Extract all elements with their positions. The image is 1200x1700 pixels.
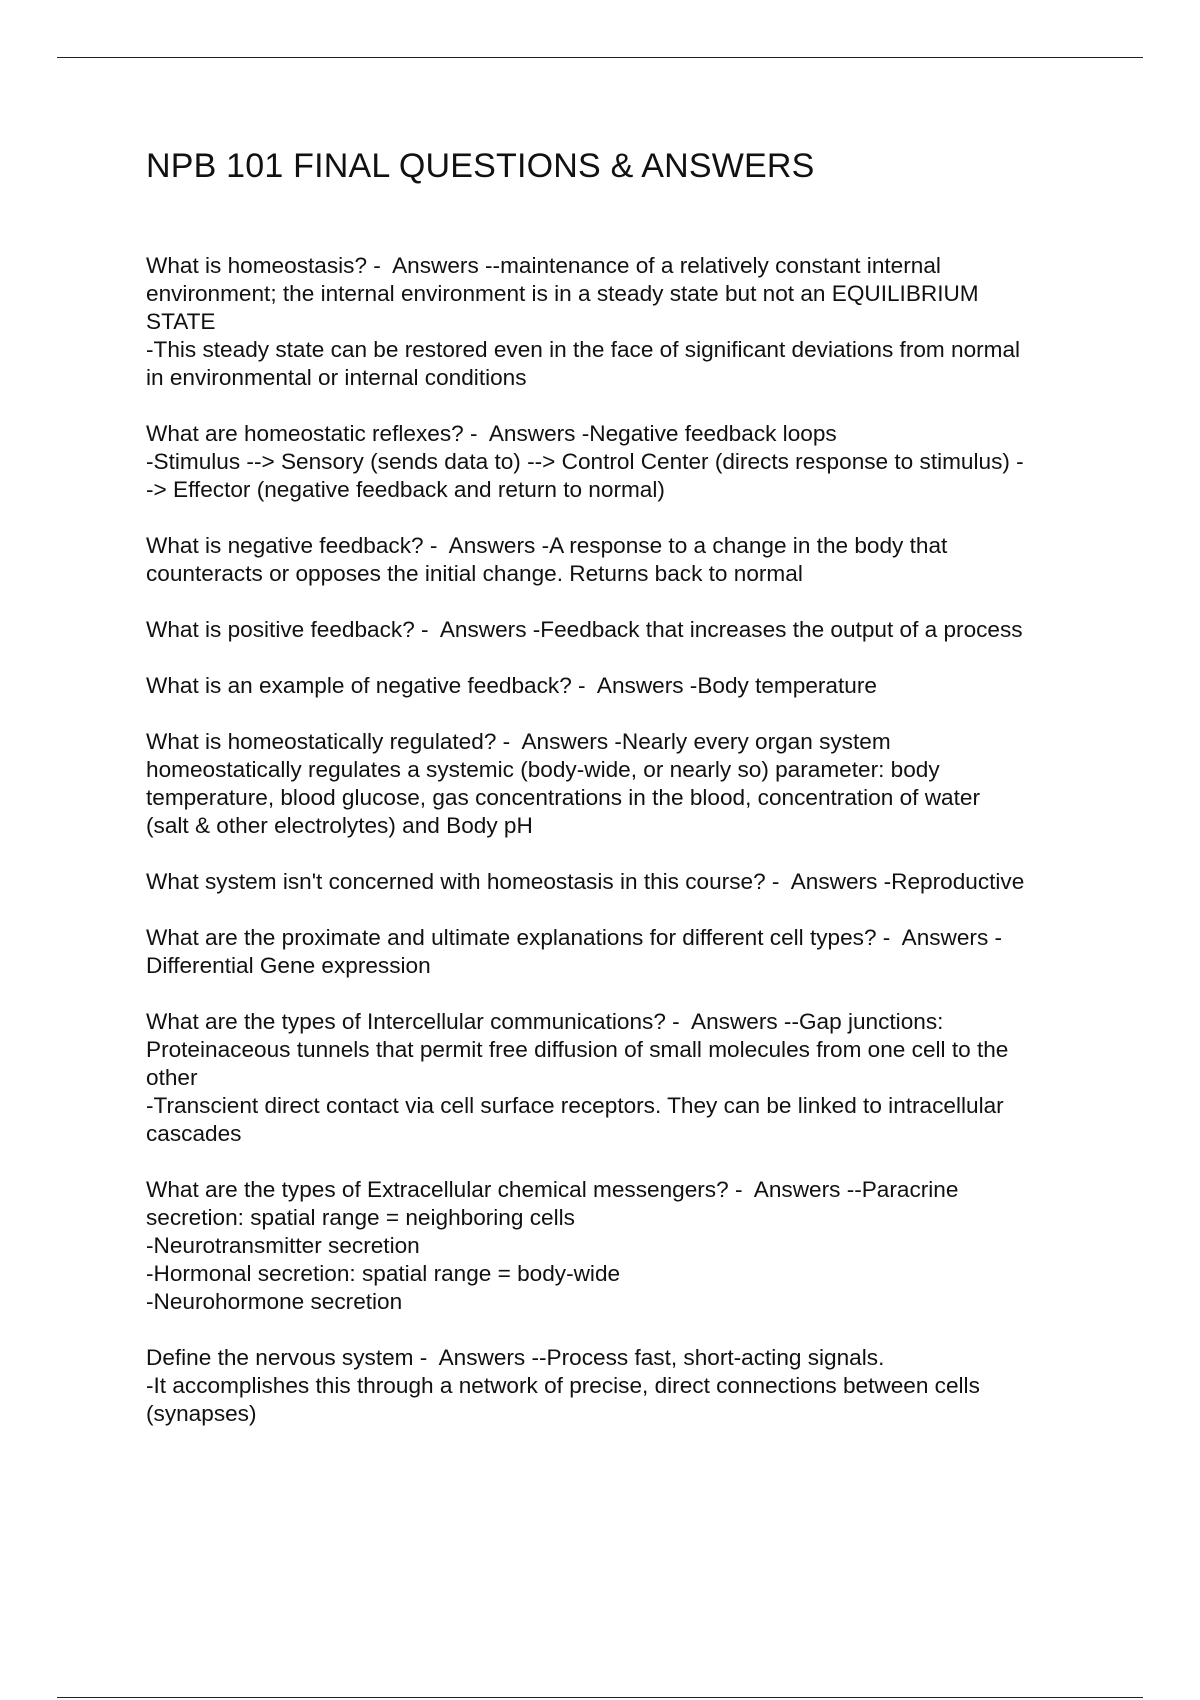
qa-line: homeostatically regulates a systemic (body-wide, or nearly so) parameter: body [146,757,940,782]
qa-line: -Hormonal secretion: spatial range = body-wide [146,1261,621,1286]
qa-item [146,1176,1106,1316]
qa-item [146,532,1106,588]
bottom-rule [57,1697,1143,1698]
qa-line: What is positive feedback? - Answers -Feedback that increases the output of a process [146,617,1023,642]
qa-item [146,420,1106,504]
qa-line: -This steady state can be restored even in the face of significant deviations from normal [146,337,1021,362]
qa-item [146,924,1106,980]
qa-line: STATE [146,309,216,334]
qa-line: other [146,1065,198,1090]
qa-line: (salt & other electrolytes) and Body pH [146,813,533,838]
qa-line: -Stimulus --> Sensory (sends data to) --> Control Center (directs response to stimulus) - [146,449,1024,474]
qa-line: What are homeostatic reflexes? - Answers -Negative feedback loops [146,421,837,446]
qa-line: -It accomplishes this through a network of precise, direct connections between cells [146,1373,980,1398]
qa-line: environment; the internal environment is in a steady state but not an EQUILIBRIUM [146,281,979,306]
qa-line: -> Effector (negative feedback and return to normal) [146,477,665,502]
qa-item [146,616,1106,644]
qa-line: What are the types of Intercellular communications? - Answers --Gap junctions: [146,1009,944,1034]
qa-line: -Neurotransmitter secretion [146,1233,420,1258]
document-body [146,142,1106,1456]
qa-line: counteracts or opposes the initial change. Returns back to normal [146,561,803,586]
qa-line: What is homeostasis? - Answers --maintenance of a relatively constant internal [146,253,941,278]
top-rule [57,57,1143,58]
qa-line: Define the nervous system - Answers --Process fast, short-acting signals. [146,1345,885,1370]
qa-line: What is negative feedback? - Answers -A response to a change in the body that [146,533,948,558]
qa-line: -Transcient direct contact via cell surface receptors. They can be linked to intracellular [146,1093,1004,1118]
qa-line: Differential Gene expression [146,953,431,978]
qa-line: cascades [146,1121,242,1146]
qa-line: What system isn't concerned with homeostasis in this course? - Answers -Reproductive [146,869,1025,894]
qa-item [146,1344,1106,1428]
qa-item [146,728,1106,840]
qa-line: (synapses) [146,1401,257,1426]
qa-line: What is homeostatically regulated? - Answers -Nearly every organ system [146,729,891,754]
qa-line: -Neurohormone secretion [146,1289,403,1314]
qa-item [146,868,1106,896]
qa-line: in environmental or internal conditions [146,365,527,390]
qa-line: temperature, blood glucose, gas concentrations in the blood, concentration of water [146,785,980,810]
qa-line: secretion: spatial range = neighboring cells [146,1205,575,1230]
document-title: NPB 101 FINAL QUESTIONS & ANSWERS [146,147,815,185]
qa-line: What is an example of negative feedback? - Answers -Body temperature [146,673,877,698]
qa-line: What are the types of Extracellular chemical messengers? - Answers --Paracrine [146,1177,959,1202]
qa-item [146,1008,1106,1148]
qa-line: What are the proximate and ultimate explanations for different cell types? - Answers - [146,925,1003,950]
qa-line: Proteinaceous tunnels that permit free diffusion of small molecules from one cell to the [146,1037,1009,1062]
qa-item [146,252,1106,392]
qa-item [146,672,1106,700]
